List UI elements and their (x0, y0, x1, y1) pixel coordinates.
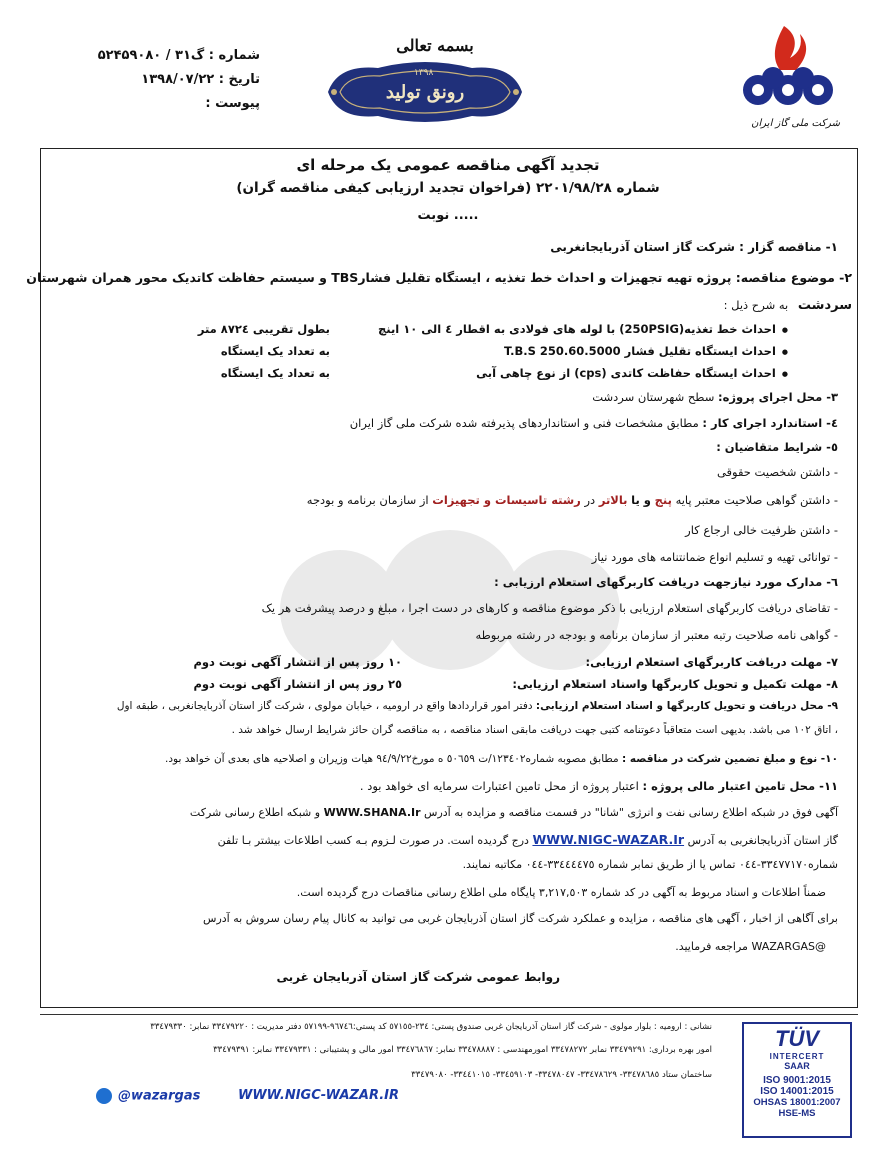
para-5: برای آگاهی از اخبار ، آگهی های مناقصه ، مزایده و عملکرد شرکت گاز استان آذربایجان غربی می توانید به کانال پیام رسان سروش به آدرس (203, 912, 838, 925)
para-6: @WAZARGAS مراجعه فرمایید. (675, 940, 826, 953)
item-3-value: سطح شهرستان سردشت (592, 390, 715, 404)
tuv-certificate-badge (742, 1022, 852, 1138)
flame-icon (775, 26, 806, 70)
para-4: ضمناً اطلاعات و اسناد مربوط به آگهی در کد شماره ۳,۲۱۷,٥۰۳ پایگاه ملی اطلاع رسانی مناقصات درج گردیده است. (296, 886, 826, 899)
item-1: ۱- مناقصه گزار : شرکت گاز استان آذربایجانغربی (550, 240, 838, 254)
ohsas-18001: OHSAS 18001:2007 (753, 1097, 841, 1108)
item-9 (40, 700, 838, 712)
item-6-label: ٦- مدارک مورد نیازجهت دریافت کاربرگهای استعلام ارزیابی : (494, 575, 838, 589)
item-10 (40, 753, 838, 765)
item-9-label: ۹- محل دریافت و تحویل کاربرگها و اسناد استعلام ارزیابی: (535, 700, 838, 712)
nigc-wazar-link[interactable]: WWW.NIGC-WAZAR.Ir (532, 832, 685, 847)
item-7-value: ۱۰ روز پس از انتشار آگهی نوبت دوم (193, 655, 402, 669)
item-3-label: ۳- محل اجرای پروژه: (718, 390, 838, 404)
item-2-desc: به شرح ذیل : (723, 298, 789, 312)
footer-address-1: نشانی : ارومیه : بلوار مولوی - شرکت گاز استان آذربایجان غربی صندوق پستی: ۲۳٤-٥۷۱٥٥ کد پستی:۹٦۷٤٦-٥۷۱۹۹ دفتر مدیریت : ۳۳٤۷۹۲۲۰ نمابر: ۳۳٤۷۹۳۳۰ (150, 1022, 712, 1032)
footer-address-3: ساختمان ستاد ۳۳٤۷۸٦۸٥- ۳۳٤۷۸٦۲۹- ۳۳٤۷۸۰٤۷- ۳۳٤٥۹۱۰۳- ۳۳٤٤۱۰۱٥- ۳۳٤۷۹۰۸۰ (411, 1070, 712, 1080)
company-logo-text: شرکت ملی گاز ایران (751, 118, 840, 129)
bullet-2-text: احداث ایستگاه تقلیل فشار T.B.S 250.60.5000 (503, 344, 776, 358)
para-3: شماره۳۳٤۷۷۱۷۰-۰٤٤ تماس یا از طریق نمابر شماره ۳۳٤٤٤٤۷٥-۰٤٤ مکاتبه نمایند. (462, 858, 838, 871)
bismillah: بسمه تعالی (396, 36, 474, 55)
hse-ms: HSE-MS (778, 1108, 816, 1119)
item-9-value: دفتر امور قراردادها واقع در ارومیه ، خیابان مولوی ، شرکت گاز استان آذربایجانغربی ، طبقه اول (116, 700, 533, 712)
para-1 (40, 806, 838, 819)
tuv-brand: TÜV (775, 1026, 819, 1051)
item-2-line-b (40, 298, 852, 313)
notice-title: تجدید آگهی مناقصه عمومی یک مرحله ای (296, 156, 600, 174)
bullet-3-qty: به تعداد یک ایستگاه (220, 366, 330, 380)
item-4-label: ٤- استاندارد اجرای کار : (702, 416, 838, 430)
para-2 (40, 832, 838, 847)
letter-date: تاریخ : ۱۳۹۸/۰۷/۲۲ (141, 72, 260, 87)
requirement-4: - توانائی تهیه و تسلیم انواع ضمانتنامه های مورد نیاز (591, 550, 838, 564)
item-9-cont: ، اتاق ۱۰۲ می باشد. بدیهی است متعاقباً دعوتنامه کتبی جهت دریافت مابقی اسناد مناقصه ، به مناقصه گران حائز شرایط ارسال خواهد شد . (231, 724, 838, 736)
item-5-label: ٥- شرایط متقاضیان : (716, 440, 838, 454)
letter-number: شماره : گ۳۱ / ۵۲۴۵۹۰۸۰ (97, 48, 260, 63)
letter-attachment: پیوست : (205, 96, 260, 111)
shana-link[interactable]: WWW.SHANA.Ir (323, 806, 421, 819)
bullet-3 (40, 366, 788, 380)
bullet-1-qty: بطول تقریبی ۸۷۲٤ متر (197, 322, 330, 336)
seal-text: رونق تولید (385, 82, 465, 103)
req2-field: رشته تاسیسات و تجهیزات (432, 493, 581, 507)
item-11 (40, 779, 838, 793)
item-11-value: اعتبار پروژه از محل تامین اعتبارات سرمایه ای خواهد بود . (359, 779, 639, 793)
soroush-icon (96, 1088, 112, 1104)
item-4-value: مطابق مشخصات فنی و استانداردهای پذیرفته شده شرکت ملی گاز ایران (349, 416, 699, 430)
req2-c: و یا (631, 493, 651, 507)
bullet-2 (40, 344, 788, 358)
bullet-1 (40, 322, 788, 336)
req2-a: - داشتن گواهی صلاحیت معتبر پایه (675, 493, 838, 507)
company-logo (728, 20, 848, 140)
item-7-label: ۷- مهلت دریافت کاربرگهای استعلام ارزیابی: (585, 655, 838, 669)
document-2: - گواهی نامه صلاحیت رتبه معتبر از سازمان برنامه و بودجه در رشته مربوطه (475, 628, 838, 642)
req2-g: از سازمان برنامه و بودجه (306, 493, 429, 507)
para-2-b: درج گردیده است. در صورت لـزوم بـه کسب اطلاعات بیشتر بـا تلفن (217, 834, 529, 847)
notice-round: نوبت ..... (417, 208, 479, 223)
item-10-label: ۱۰- نوع و مبلغ تضمین شرکت در مناقصه : (622, 753, 838, 765)
item-4 (40, 416, 838, 430)
bullet-3-text: احداث ایستگاه حفاظت کاتدی (cps) از نوع چاهی آبی (476, 366, 776, 380)
iso-9001: ISO 9001:2015 (763, 1075, 831, 1086)
requirement-2 (40, 493, 838, 507)
para-1-b: و شبکه اطلاع رسانی شرکت (189, 806, 321, 819)
social-link[interactable] (96, 1088, 200, 1104)
item-10-value: مطابق مصوبه شماره۱۲۳٤۰۲/ت ٥۰٦٥۹ ه مورخ۹٤/۹/۲۲ هیات وزیران و اصلاحیه های بعدی آن خواهد بود. (165, 753, 619, 765)
seal-year: ۱۳۹۸ (414, 68, 434, 78)
production-seal (318, 58, 532, 126)
notice-subtitle: (فراخوان تجدید ارزیابی کیفی مناقصه گران) شماره ۲۲۰۱/۹۸/۲۸ (236, 180, 660, 196)
item-2-line-a: ۲- موضوع مناقصه: پروژه تهیه تجهیزات و احداث خط تغذیه ، ایستگاه تقلیل فشارTBS و سیستم حفاظت کاتدیک محور همران شهرستان (26, 270, 852, 285)
item-2-city: سردشت (797, 298, 852, 313)
bullet-1-text: احداث خط تغذیه(250PSIG) با لوله های فولادی به اقطار ٤ الی ۱۰ اینچ (378, 322, 776, 336)
item-8-label: ۸- مهلت تکمیل و تحویل کاربرگها واسناد استعلام ارزیابی: (512, 677, 838, 691)
tuv-intercert: INTERCERT (769, 1052, 825, 1061)
item-3 (40, 390, 838, 404)
bullet-2-qty: به تعداد یک ایستگاه (220, 344, 330, 358)
item-11-label: ۱۱- محل تامین اعتبار مالی پروژه : (642, 779, 838, 793)
social-handle: @wazargas (118, 1088, 201, 1104)
req2-grade: پنج (654, 493, 672, 507)
item-8-value: ۲٥ روز پس از انتشار آگهی نوبت دوم (193, 677, 402, 691)
req2-e: در (584, 493, 596, 507)
requirement-3: - داشتن ظرفیت خالی ارجاع کار (685, 523, 838, 537)
iso-14001: ISO 14001:2015 (760, 1086, 834, 1097)
footer-address-2: امور بهره برداری: ۳۳٤۷۹۲۹۱ نمابر ۳۳٤۷۸۲۷۲ امورمهندسی : ۳۳٤۷۸۸۸۷ نمابر: ۳۳٤۷٦۸٦۷ امور مالی و پشتیبانی : ۳۳٤۷۹۳۳۱ نمابر: ۳۳٤۷۹۳۹۱ (213, 1045, 712, 1055)
footer-website[interactable]: WWW.NIGC-WAZAR.IR (238, 1088, 400, 1103)
footer-rule (40, 1014, 858, 1015)
para-1-a: آگهی فوق در شبکه اطلاع رسانی نفت و انرژی "شانا" در قسمت مناقصه و مزایده به آدرس (424, 806, 838, 819)
document-1: - تقاضای دریافت کاربرگهای استعلام ارزیابی با ذکر موضوع مناقصه و کارهای در دست اجرا ، مبلغ و درصد پیشرفت هر یک (261, 601, 838, 615)
requirement-1: - داشتن شخصیت حقوقی (716, 465, 838, 479)
req2-above: بالاتر (598, 493, 628, 507)
tuv-saar: SAAR (784, 1061, 810, 1071)
para-2-a: گاز استان آذربایجانغربی به آدرس (687, 834, 838, 847)
signature: روابط عمومی شرکت گاز استان آذربایجان غربی (276, 970, 560, 984)
